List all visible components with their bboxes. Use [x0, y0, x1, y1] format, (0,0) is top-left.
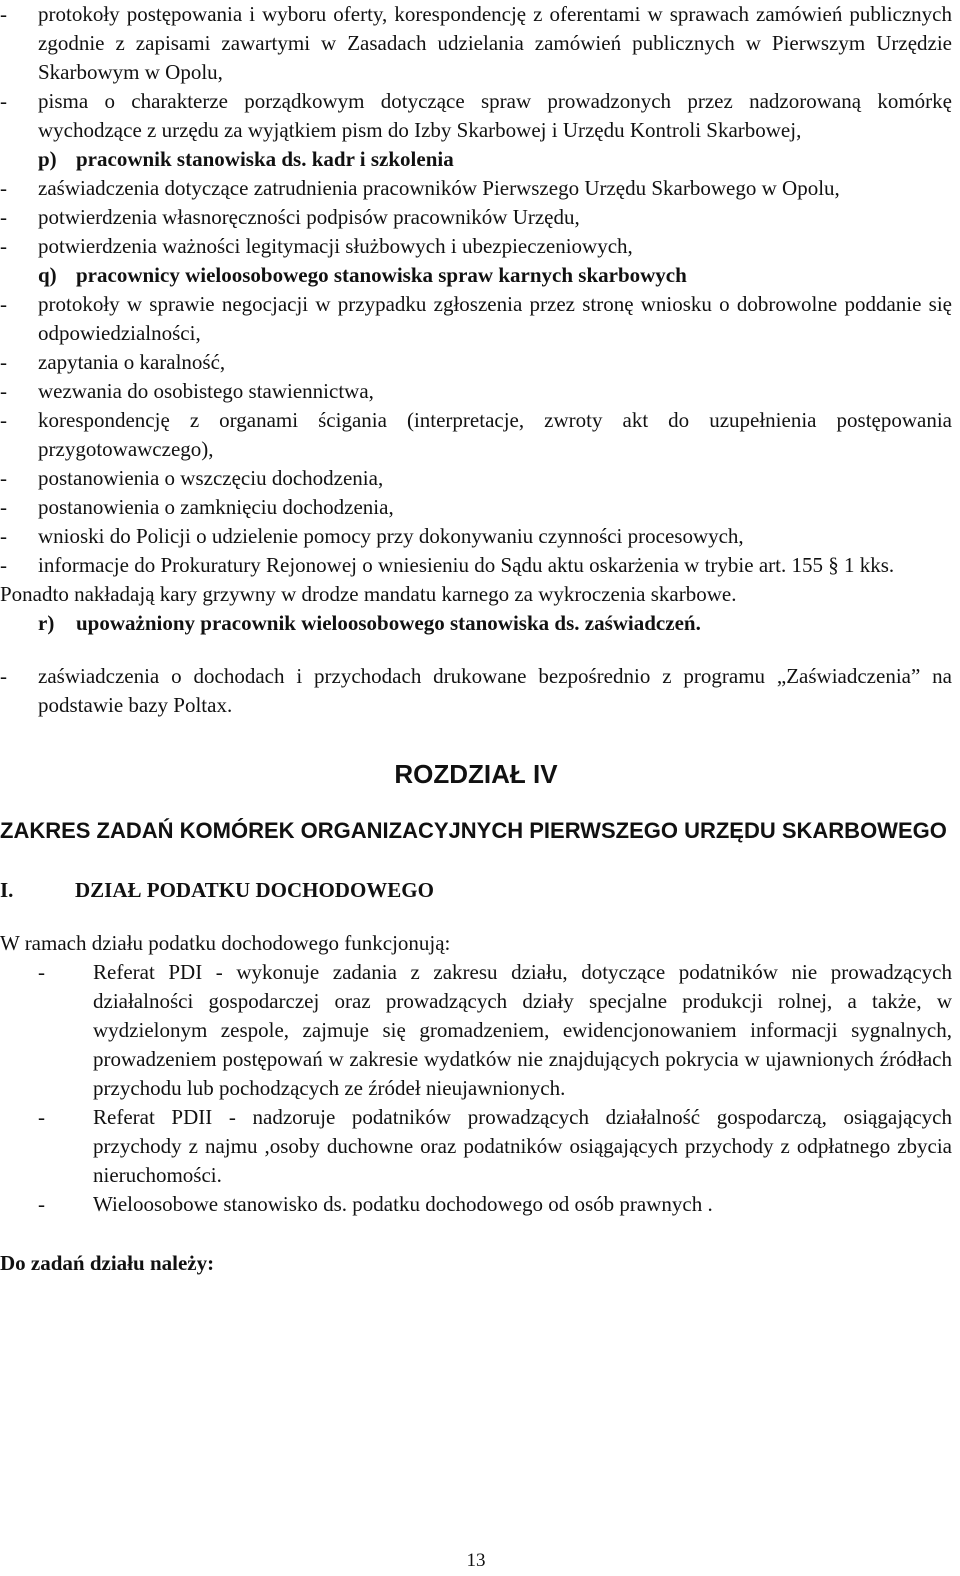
spacer — [0, 638, 952, 662]
list-item — [0, 203, 952, 232]
list-item-text: zaświadczenia o dochodach i przychodach drukowane bezpośrednio z programu „Zaświadczenia” na podstawie bazy Poltax. — [38, 664, 952, 717]
list-item — [0, 1190, 952, 1219]
list-item — [0, 377, 952, 406]
list-item-text: zaświadczenia dotyczące zatrudnienia pracowników Pierwszego Urzędu Skarbowego w Opolu, — [38, 176, 840, 200]
list-item — [0, 551, 952, 580]
list-item — [0, 958, 952, 1103]
subsection-heading-r — [0, 609, 952, 638]
list-item-text: protokoły w sprawie negocjacji w przypadku zgłoszenia przez stronę wniosku o dobrowolne poddanie się odpowiedzialności, — [38, 292, 952, 345]
list-item — [0, 348, 952, 377]
dash: - — [0, 466, 7, 490]
list-item-text: wnioski do Policji o udzielenie pomocy przy dokonywaniu czynności procesowych, — [38, 524, 744, 548]
tasks-heading: Do zadań działu należy: — [0, 1251, 215, 1275]
list-block-q — [0, 290, 952, 580]
list-block-p — [0, 174, 952, 261]
dash: - — [38, 960, 45, 984]
list-item-text: postanowienia o wszczęciu dochodzenia, — [38, 466, 384, 490]
subsection-label: r) — [38, 611, 55, 635]
section-title: ZAKRES ZADAŃ KOMÓREK ORGANIZACYJNYCH PIERWSZEGO URZĘDU SKARBOWEGO — [0, 818, 947, 843]
list-item — [0, 464, 952, 493]
dash: - — [38, 1192, 45, 1216]
list-block-r — [0, 662, 952, 720]
list-item-text: Referat PDI - wykonuje zadania z zakresu działu, dotyczące podatników nie prowadzących działalności gospodarczej oraz prowadzących działy specjalne produkcji rolnej, a także, w wydzielonym zespole, zajmuje się gromadzeniem, ewidencjonowaniem informacji sygnalnych, prowadzeniem postępowań w zakresie wydatków nie znajdujących pokrycia w ujawnionych źródłach przychodu lub pochodzących ze źródeł nieujawnionych. — [93, 960, 952, 1100]
dash: - — [38, 1105, 45, 1129]
chapter-heading: ROZDZIAŁ IV — [394, 759, 558, 789]
dash: - — [0, 2, 7, 26]
list-item-text: wezwania do osobistego stawiennictwa, — [38, 379, 374, 403]
dash: - — [0, 234, 7, 258]
dash: - — [0, 205, 7, 229]
page-number: 13 — [466, 1550, 486, 1571]
list-item-text: korespondencję z organami ścigania (interpretacje, zwroty akt do uzupełnienia postępowania przygotowawczego), — [38, 408, 952, 461]
list-item-text: postanowienia o zamknięciu dochodzenia, — [38, 495, 394, 519]
dash: - — [0, 176, 7, 200]
dash: - — [0, 495, 7, 519]
list-item-text: protokoły postępowania i wyboru oferty, korespondencję z oferentami w sprawach zamówień publicznych zgodnie z zapisami zawartymi w Zasadach udzielania zamówień publicznych w Pierwszym Urzędzie Skarbowym w Opolu, — [38, 2, 952, 84]
dash: - — [0, 379, 7, 403]
list-item — [0, 290, 952, 348]
list-item-text: potwierdzenia ważności legitymacji służbowych i ubezpieczeniowych, — [38, 234, 633, 258]
list-item-text: zapytania o karalność, — [38, 350, 226, 374]
referat-list — [0, 958, 952, 1219]
subsection-label: p) — [38, 147, 57, 171]
subsection-title: pracownik stanowiska ds. kadr i szkolenia — [76, 147, 454, 171]
subsection-title: upoważniony pracownik wieloosobowego stanowiska ds. zaświadczeń. — [76, 611, 701, 635]
dash: - — [0, 664, 7, 688]
dash: - — [0, 524, 7, 548]
dash: - — [0, 350, 7, 374]
list-item — [0, 87, 952, 145]
list-item-text: Referat PDII - nadzoruje podatników prowadzących działalność gospodarczą, osiągających przychody z najmu ,osoby duchowne oraz podatników osiągających przychody z odpłatnego zbycia nieruchomości. — [93, 1105, 952, 1187]
list-item — [0, 406, 952, 464]
list-item-text: Wieloosobowe stanowisko ds. podatku dochodowego od osób prawnych . — [93, 1192, 713, 1216]
department-heading — [0, 876, 952, 905]
list-item-text: informacje do Prokuratury Rejonowej o wniesieniu do Sądu aktu oskarżenia w trybie art. 155 § 1 kks. — [38, 553, 895, 577]
subsection-label: q) — [38, 263, 57, 287]
dash: - — [0, 408, 7, 432]
list-item — [0, 1103, 952, 1190]
note-paragraph: Ponadto nakładają kary grzywny w drodze mandatu karnego za wykroczenia skarbowe. — [0, 582, 737, 606]
subsection-heading-p — [0, 145, 952, 174]
list-item — [0, 662, 952, 720]
list-item — [0, 493, 952, 522]
subsection-title: pracownicy wieloosobowego stanowiska spraw karnych skarbowych — [76, 263, 687, 287]
dash: - — [0, 292, 7, 316]
list-item-text: pisma o charakterze porządkowym dotyczące spraw prowadzonych przez nadzorowaną komórkę wychodzące z urzędu za wyjątkiem pism do Izby Skarbowej i Urzędu Kontroli Skarbowej, — [38, 89, 952, 142]
department-number: I. — [0, 878, 14, 902]
subsection-heading-q — [0, 261, 952, 290]
list-item — [0, 0, 952, 87]
intro-paragraph: W ramach działu podatku dochodowego funkcjonują: — [0, 931, 451, 955]
dash: - — [0, 553, 7, 577]
list-item — [0, 174, 952, 203]
list-item — [0, 232, 952, 261]
list-block-1 — [0, 0, 952, 145]
department-title: DZIAŁ PODATKU DOCHODOWEGO — [75, 878, 434, 902]
list-item-text: potwierdzenia własnoręczności podpisów pracowników Urzędu, — [38, 205, 580, 229]
list-item — [0, 522, 952, 551]
dash: - — [0, 89, 7, 113]
